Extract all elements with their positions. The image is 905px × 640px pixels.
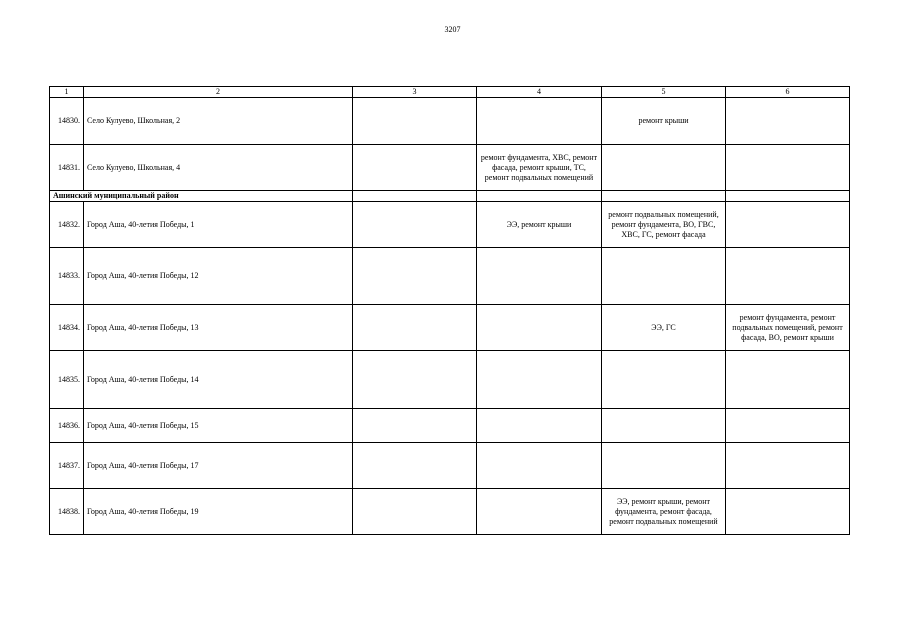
row-cell-5: ЭЭ, ГС <box>602 305 726 351</box>
row-number: 14832. <box>50 202 84 248</box>
section-empty-cell <box>477 191 602 202</box>
column-header: 1 <box>50 87 84 98</box>
row-cell-6 <box>726 489 850 535</box>
row-cell-3 <box>353 351 477 409</box>
table-row <box>50 145 850 191</box>
row-cell-4: ремонт фундамента, ХВС, ремонт фасада, ремонт крыши, ТС, ремонт подвальных помещений <box>477 145 602 191</box>
row-cell-6 <box>726 248 850 305</box>
row-address: Город Аша, 40-летия Победы, 17 <box>84 443 353 489</box>
section-empty-cell <box>726 191 850 202</box>
row-address: Село Кулуево, Школьная, 4 <box>84 145 353 191</box>
row-cell-4 <box>477 351 602 409</box>
table-row <box>50 98 850 145</box>
row-address: Город Аша, 40-летия Победы, 14 <box>84 351 353 409</box>
row-number: 14835. <box>50 351 84 409</box>
row-cell-5: ремонт подвальных помещений, ремонт фундамента, ВО, ГВС, ХВС, ГС, ремонт фасада <box>602 202 726 248</box>
row-address: Село Кулуево, Школьная, 2 <box>84 98 353 145</box>
table-row <box>50 409 850 443</box>
row-cell-3 <box>353 248 477 305</box>
row-cell-3 <box>353 202 477 248</box>
row-cell-5 <box>602 145 726 191</box>
row-number: 14833. <box>50 248 84 305</box>
row-cell-3 <box>353 145 477 191</box>
row-cell-5 <box>602 248 726 305</box>
column-header: 3 <box>353 87 477 98</box>
column-header: 4 <box>477 87 602 98</box>
row-number: 14838. <box>50 489 84 535</box>
column-header: 5 <box>602 87 726 98</box>
section-empty-cell <box>353 191 477 202</box>
row-cell-5 <box>602 409 726 443</box>
row-number: 14831. <box>50 145 84 191</box>
row-cell-3 <box>353 443 477 489</box>
row-cell-3 <box>353 489 477 535</box>
row-number: 14834. <box>50 305 84 351</box>
row-cell-6 <box>726 202 850 248</box>
row-cell-5: ЭЭ, ремонт крыши, ремонт фундамента, ремонт фасада, ремонт подвальных помещений <box>602 489 726 535</box>
table-row <box>50 202 850 248</box>
row-cell-4: ЭЭ, ремонт крыши <box>477 202 602 248</box>
row-cell-4 <box>477 443 602 489</box>
row-number: 14837. <box>50 443 84 489</box>
table-row <box>50 351 850 409</box>
row-cell-5 <box>602 443 726 489</box>
row-cell-4 <box>477 98 602 145</box>
section-title: Ашинский муниципальный район <box>50 191 353 202</box>
row-cell-6 <box>726 98 850 145</box>
data-table <box>49 86 850 535</box>
row-address: Город Аша, 40-летия Победы, 19 <box>84 489 353 535</box>
row-cell-6 <box>726 145 850 191</box>
row-cell-5: ремонт крыши <box>602 98 726 145</box>
row-cell-6 <box>726 443 850 489</box>
row-cell-4 <box>477 489 602 535</box>
row-cell-6 <box>726 409 850 443</box>
section-empty-cell <box>602 191 726 202</box>
row-cell-5 <box>602 351 726 409</box>
row-cell-3 <box>353 409 477 443</box>
row-address: Город Аша, 40-летия Победы, 15 <box>84 409 353 443</box>
table-row <box>50 305 850 351</box>
column-header: 6 <box>726 87 850 98</box>
column-header: 2 <box>84 87 353 98</box>
table-row <box>50 489 850 535</box>
row-cell-4 <box>477 305 602 351</box>
table-header-row <box>50 87 850 98</box>
row-address: Город Аша, 40-летия Победы, 13 <box>84 305 353 351</box>
row-cell-3 <box>353 305 477 351</box>
row-cell-4 <box>477 409 602 443</box>
row-cell-3 <box>353 98 477 145</box>
row-cell-6: ремонт фундамента, ремонт подвальных помещений, ремонт фасада, ВО, ремонт крыши <box>726 305 850 351</box>
row-number: 14836. <box>50 409 84 443</box>
row-cell-6 <box>726 351 850 409</box>
table-row <box>50 248 850 305</box>
row-cell-4 <box>477 248 602 305</box>
table-row <box>50 443 850 489</box>
section-row <box>50 191 850 202</box>
row-address: Город Аша, 40-летия Победы, 1 <box>84 202 353 248</box>
row-number: 14830. <box>50 98 84 145</box>
page-number: 3207 <box>444 25 461 34</box>
row-address: Город Аша, 40-летия Победы, 12 <box>84 248 353 305</box>
